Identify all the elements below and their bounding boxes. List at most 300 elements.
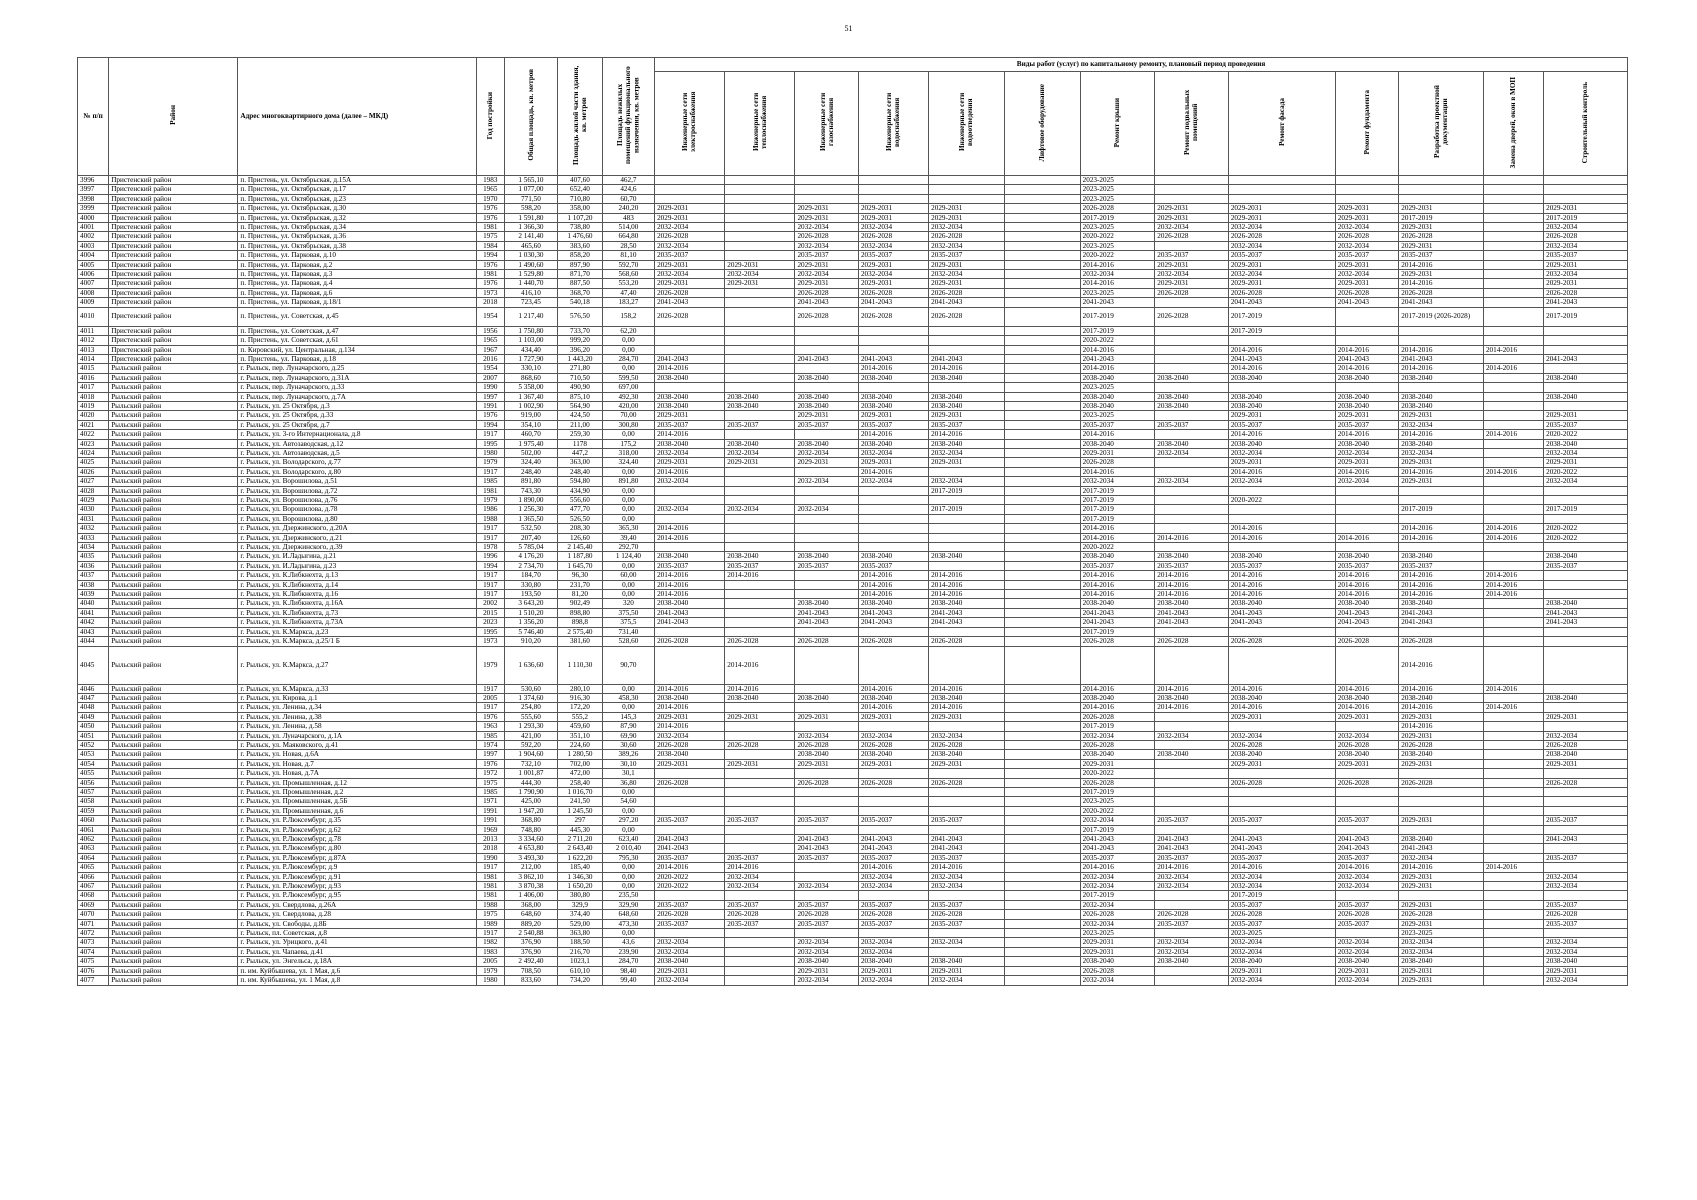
cell-nonres-area: 2 010,40 xyxy=(602,844,654,853)
cell-work-3: 2035-2037 xyxy=(858,919,928,928)
cell-work-8: 2032-2034 xyxy=(1228,241,1335,250)
cell-work-7 xyxy=(1155,298,1229,307)
cell-nonres-area: 424,6 xyxy=(602,185,654,194)
cell-work-5 xyxy=(1004,561,1080,570)
cell-district: Рыльский район xyxy=(109,778,238,787)
cell-address: п. Пристень, ул. Советская, д.47 xyxy=(238,326,476,335)
cell-district: Рыльский район xyxy=(109,505,238,514)
cell-work-9: 2038-2040 xyxy=(1335,552,1399,561)
cell-num: 4062 xyxy=(78,835,109,844)
cell-work-4 xyxy=(929,185,1005,194)
cell-work-0: 2032-2034 xyxy=(655,947,725,956)
cell-work-9: 2032-2034 xyxy=(1335,872,1399,881)
cell-work-6: 2029-2031 xyxy=(1080,938,1155,947)
cell-work-1 xyxy=(725,608,795,617)
cell-work-11: 2014-2016 xyxy=(1483,467,1543,476)
cell-work-0: 2014-2016 xyxy=(655,580,725,589)
cell-nonres-area: 0,00 xyxy=(602,561,654,570)
cell-work-7: 2035-2037 xyxy=(1155,420,1229,429)
cell-work-12 xyxy=(1544,336,1628,345)
cell-work-1 xyxy=(725,891,795,900)
cell-work-0 xyxy=(655,345,725,354)
cell-district: Рыльский район xyxy=(109,571,238,580)
cell-district: Рыльский район xyxy=(109,938,238,947)
cell-work-9: 2038-2040 xyxy=(1335,693,1399,702)
cell-num: 4043 xyxy=(78,627,109,636)
cell-year: 1972 xyxy=(476,769,504,778)
cell-work-0: 2014-2016 xyxy=(655,430,725,439)
cell-year: 1917 xyxy=(476,580,504,589)
cell-year: 1989 xyxy=(476,919,504,928)
cell-work-3: 2026-2028 xyxy=(858,910,928,919)
cell-work-10: 2038-2040 xyxy=(1399,552,1484,561)
cell-work-11 xyxy=(1483,204,1543,213)
cell-year: 1976 xyxy=(476,204,504,213)
cell-living-area: 1 645,70 xyxy=(558,561,603,570)
cell-nonres-area: 420,00 xyxy=(602,401,654,410)
cell-work-5 xyxy=(1004,769,1080,778)
cell-num: 4016 xyxy=(78,373,109,382)
cell-work-9: 2029-2031 xyxy=(1335,204,1399,213)
cell-living-area: 2 643,40 xyxy=(558,844,603,853)
cell-work-8: 2014-2016 xyxy=(1228,703,1335,712)
cell-total-area: 1 565,10 xyxy=(504,176,557,185)
cell-num: 4009 xyxy=(78,298,109,307)
cell-nonres-area: 458,30 xyxy=(602,693,654,702)
cell-work-11: 2014-2016 xyxy=(1483,524,1543,533)
cell-work-2: 2029-2031 xyxy=(795,411,859,420)
cell-address: п. Пристень, ул. Октябрьская, д.30 xyxy=(238,204,476,213)
cell-work-2: 2026-2028 xyxy=(795,232,859,241)
cell-work-2 xyxy=(795,580,859,589)
cell-living-area: 710,80 xyxy=(558,194,603,203)
cell-work-8: 2032-2034 xyxy=(1228,872,1335,881)
cell-work-10: 2029-2031 xyxy=(1399,759,1484,768)
cell-work-0: 2020-2022 xyxy=(655,872,725,881)
cell-work-11 xyxy=(1483,825,1543,834)
cell-work-6: 2026-2028 xyxy=(1080,966,1155,975)
cell-work-8: 2014-2016 xyxy=(1228,467,1335,476)
cell-work-0 xyxy=(655,797,725,806)
cell-work-1: 2029-2031 xyxy=(725,260,795,269)
table-row xyxy=(78,957,1628,966)
cell-address: г. Рыльск, ул. Дзержинского, д.21 xyxy=(238,533,476,542)
cell-district: Рыльский район xyxy=(109,524,238,533)
cell-work-2: 2029-2031 xyxy=(795,759,859,768)
cell-work-10: 2029-2031 xyxy=(1399,411,1484,420)
cell-work-2 xyxy=(795,929,859,938)
cell-num: 3997 xyxy=(78,185,109,194)
cell-work-11 xyxy=(1483,853,1543,862)
cell-district: Рыльский район xyxy=(109,590,238,599)
cell-work-12: 2029-2031 xyxy=(1544,712,1628,721)
cell-work-3: 2041-2043 xyxy=(858,608,928,617)
cell-work-12 xyxy=(1544,929,1628,938)
cell-work-7 xyxy=(1155,712,1229,721)
cell-work-11 xyxy=(1483,976,1543,985)
cell-work-7: 2026-2028 xyxy=(1155,232,1229,241)
cell-work-6: 2026-2028 xyxy=(1080,712,1155,721)
cell-work-4: 2035-2037 xyxy=(929,816,1005,825)
cell-work-12: 2038-2040 xyxy=(1544,599,1628,608)
cell-work-1 xyxy=(725,232,795,241)
cell-num: 4075 xyxy=(78,957,109,966)
cell-work-3: 2038-2040 xyxy=(858,439,928,448)
table-row xyxy=(78,354,1628,363)
cell-work-4: 2014-2016 xyxy=(929,364,1005,373)
cell-work-6 xyxy=(1080,646,1155,684)
cell-num: 4028 xyxy=(78,486,109,495)
cell-work-1 xyxy=(725,486,795,495)
cell-work-12: 2026-2028 xyxy=(1544,232,1628,241)
cell-district: Пристенский район xyxy=(109,176,238,185)
cell-total-area: 3 493,30 xyxy=(504,853,557,862)
cell-work-5 xyxy=(1004,213,1080,222)
cell-district: Рыльский район xyxy=(109,599,238,608)
cell-living-area: 297 xyxy=(558,816,603,825)
cell-num: 4025 xyxy=(78,458,109,467)
cell-work-10: 2029-2031 xyxy=(1399,241,1484,250)
cell-num: 4006 xyxy=(78,270,109,279)
cell-work-0: 2014-2016 xyxy=(655,524,725,533)
cell-district: Рыльский район xyxy=(109,533,238,542)
cell-work-3: 2026-2028 xyxy=(858,740,928,749)
cell-work-9: 2032-2034 xyxy=(1335,223,1399,232)
header-work-9: Ремонт фундамента xyxy=(1335,72,1399,176)
cell-total-area: 2 540,88 xyxy=(504,929,557,938)
cell-work-5 xyxy=(1004,816,1080,825)
cell-work-3: 2035-2037 xyxy=(858,853,928,862)
cell-work-6: 2023-2025 xyxy=(1080,411,1155,420)
cell-work-0 xyxy=(655,185,725,194)
cell-work-7: 2029-2031 xyxy=(1155,213,1229,222)
cell-work-3: 2035-2037 xyxy=(858,561,928,570)
cell-work-8 xyxy=(1228,514,1335,523)
cell-work-6: 2023-2025 xyxy=(1080,929,1155,938)
cell-work-4: 2029-2031 xyxy=(929,204,1005,213)
cell-district: Рыльский район xyxy=(109,373,238,382)
cell-address: п. Пристень, ул. Парковая, д.3 xyxy=(238,270,476,279)
cell-work-10: 2032-2034 xyxy=(1399,947,1484,956)
header-work-10: Разработка проектной документации xyxy=(1399,72,1484,176)
cell-district: Рыльский район xyxy=(109,825,238,834)
cell-work-8: 2014-2016 xyxy=(1228,580,1335,589)
cell-num: 4042 xyxy=(78,618,109,627)
cell-work-0 xyxy=(655,806,725,815)
cell-work-4: 2029-2031 xyxy=(929,260,1005,269)
cell-work-5 xyxy=(1004,731,1080,740)
cell-work-10 xyxy=(1399,336,1484,345)
cell-work-10: 2029-2031 xyxy=(1399,882,1484,891)
cell-work-12: 2032-2034 xyxy=(1544,448,1628,457)
cell-work-12: 2035-2037 xyxy=(1544,900,1628,909)
cell-work-3: 2041-2043 xyxy=(858,618,928,627)
cell-work-11 xyxy=(1483,891,1543,900)
cell-year: 2002 xyxy=(476,599,504,608)
cell-district: Рыльский район xyxy=(109,929,238,938)
cell-work-7 xyxy=(1155,505,1229,514)
header-work-7: Ремонт подвальных помещений xyxy=(1155,72,1229,176)
cell-work-9: 2038-2040 xyxy=(1335,439,1399,448)
cell-work-0: 2041-2043 xyxy=(655,835,725,844)
cell-work-12: 2029-2031 xyxy=(1544,966,1628,975)
cell-work-3: 2026-2028 xyxy=(858,232,928,241)
cell-work-11 xyxy=(1483,608,1543,617)
cell-work-1 xyxy=(725,825,795,834)
table-row xyxy=(78,966,1628,975)
cell-year: 2015 xyxy=(476,608,504,617)
cell-work-1 xyxy=(725,223,795,232)
cell-work-8 xyxy=(1228,185,1335,194)
cell-work-0: 2041-2043 xyxy=(655,608,725,617)
cell-year: 1983 xyxy=(476,947,504,956)
cell-living-area: 898,80 xyxy=(558,608,603,617)
cell-work-0: 2035-2037 xyxy=(655,816,725,825)
cell-work-0 xyxy=(655,514,725,523)
cell-address: г. Рыльск, ул. Луначарского, д.1А xyxy=(238,731,476,740)
cell-work-6: 2023-2025 xyxy=(1080,194,1155,203)
cell-work-12: 2035-2037 xyxy=(1544,251,1628,260)
table-row xyxy=(78,731,1628,740)
cell-address: г. Рыльск, ул. Дзержинского, д.20А xyxy=(238,524,476,533)
cell-work-4: 2032-2034 xyxy=(929,976,1005,985)
cell-work-8: 2041-2043 xyxy=(1228,835,1335,844)
cell-work-8: 2035-2037 xyxy=(1228,853,1335,862)
cell-work-12 xyxy=(1544,514,1628,523)
cell-total-area: 193,50 xyxy=(504,590,557,599)
cell-work-3: 2038-2040 xyxy=(858,401,928,410)
cell-year: 1990 xyxy=(476,853,504,862)
cell-year: 2013 xyxy=(476,835,504,844)
cell-nonres-area: 0,00 xyxy=(602,430,654,439)
cell-living-area: 858,20 xyxy=(558,251,603,260)
cell-work-12: 2032-2034 xyxy=(1544,938,1628,947)
cell-living-area: 897,90 xyxy=(558,260,603,269)
cell-address: г. Рыльск, пер. Луначарского, д.31А xyxy=(238,373,476,382)
cell-work-9: 2014-2016 xyxy=(1335,345,1399,354)
table-row xyxy=(78,430,1628,439)
table-row xyxy=(78,543,1628,552)
cell-year: 1917 xyxy=(476,863,504,872)
cell-work-1 xyxy=(725,929,795,938)
cell-work-0: 2041-2043 xyxy=(655,354,725,363)
cell-num: 3999 xyxy=(78,204,109,213)
cell-work-3: 2032-2034 xyxy=(858,477,928,486)
cell-work-3: 2026-2028 xyxy=(858,637,928,646)
cell-work-6: 2014-2016 xyxy=(1080,467,1155,476)
cell-work-11 xyxy=(1483,176,1543,185)
cell-work-0: 2038-2040 xyxy=(655,599,725,608)
cell-total-area: 723,45 xyxy=(504,298,557,307)
cell-work-4: 2029-2031 xyxy=(929,213,1005,222)
cell-living-area: 216,70 xyxy=(558,947,603,956)
cell-work-6: 2023-2025 xyxy=(1080,383,1155,392)
cell-work-2: 2032-2034 xyxy=(795,241,859,250)
cell-district: Рыльский район xyxy=(109,420,238,429)
cell-work-5 xyxy=(1004,853,1080,862)
cell-year: 1994 xyxy=(476,251,504,260)
cell-work-3: 2041-2043 xyxy=(858,298,928,307)
cell-district: Рыльский район xyxy=(109,693,238,702)
cell-total-area: 891,80 xyxy=(504,477,557,486)
cell-work-1 xyxy=(725,835,795,844)
cell-work-4: 2041-2043 xyxy=(929,354,1005,363)
cell-nonres-area: 553,20 xyxy=(602,279,654,288)
cell-nonres-area: 492,30 xyxy=(602,392,654,401)
cell-total-area: 1 440,70 xyxy=(504,279,557,288)
cell-nonres-area: 239,90 xyxy=(602,947,654,956)
cell-address: г. Рыльск, ул. 25 Октября, д.33 xyxy=(238,411,476,420)
cell-address: г. Рыльск, ул. Промышленная, д.5Б xyxy=(238,797,476,806)
cell-work-0: 2032-2034 xyxy=(655,270,725,279)
cell-nonres-area: 0,00 xyxy=(602,364,654,373)
cell-work-10: 2014-2016 xyxy=(1399,364,1484,373)
cell-living-area: 445,30 xyxy=(558,825,603,834)
cell-work-7: 2038-2040 xyxy=(1155,957,1229,966)
cell-work-5 xyxy=(1004,288,1080,297)
cell-work-4: 2035-2037 xyxy=(929,251,1005,260)
cell-work-5 xyxy=(1004,533,1080,542)
table-row xyxy=(78,571,1628,580)
cell-work-2: 2026-2028 xyxy=(795,740,859,749)
cell-work-11 xyxy=(1483,769,1543,778)
cell-work-7: 2038-2040 xyxy=(1155,552,1229,561)
cell-year: 1994 xyxy=(476,420,504,429)
cell-work-9: 2032-2034 xyxy=(1335,448,1399,457)
cell-living-area: 871,70 xyxy=(558,270,603,279)
cell-num: 4002 xyxy=(78,232,109,241)
cell-work-11 xyxy=(1483,712,1543,721)
cell-work-0: 2032-2034 xyxy=(655,505,725,514)
cell-nonres-area: 568,60 xyxy=(602,270,654,279)
cell-work-5 xyxy=(1004,505,1080,514)
cell-work-1 xyxy=(725,213,795,222)
cell-work-0: 2032-2034 xyxy=(655,448,725,457)
cell-work-1 xyxy=(725,373,795,382)
cell-work-7: 2029-2031 xyxy=(1155,279,1229,288)
cell-year: 1994 xyxy=(476,561,504,570)
cell-work-6: 2038-2040 xyxy=(1080,957,1155,966)
cell-nonres-area: 175,2 xyxy=(602,439,654,448)
cell-total-area: 376,90 xyxy=(504,947,557,956)
cell-work-2: 2035-2037 xyxy=(795,420,859,429)
cell-work-10: 2014-2016 xyxy=(1399,571,1484,580)
cell-work-8: 2041-2043 xyxy=(1228,608,1335,617)
cell-district: Рыльский район xyxy=(109,759,238,768)
cell-work-2: 2041-2043 xyxy=(795,835,859,844)
cell-num: 4047 xyxy=(78,693,109,702)
cell-district: Рыльский район xyxy=(109,364,238,373)
cell-work-11 xyxy=(1483,373,1543,382)
header-work-2: Инженерные сети газоснабжения xyxy=(795,72,859,176)
cell-living-area: 898,8 xyxy=(558,618,603,627)
cell-work-8: 2014-2016 xyxy=(1228,430,1335,439)
cell-work-6: 2023-2025 xyxy=(1080,797,1155,806)
cell-num: 4011 xyxy=(78,326,109,335)
cell-total-area: 598,20 xyxy=(504,204,557,213)
cell-year: 1917 xyxy=(476,467,504,476)
cell-work-12 xyxy=(1544,806,1628,815)
cell-work-6: 2014-2016 xyxy=(1080,533,1155,542)
cell-num: 4010 xyxy=(78,307,109,326)
cell-work-3: 2029-2031 xyxy=(858,458,928,467)
cell-work-2: 2032-2034 xyxy=(795,882,859,891)
cell-work-6: 2017-2019 xyxy=(1080,787,1155,796)
cell-total-area: 648,60 xyxy=(504,910,557,919)
cell-work-8: 2014-2016 xyxy=(1228,684,1335,693)
cell-address: г. Рыльск, ул. Свердлова, д.26А xyxy=(238,900,476,909)
cell-work-11 xyxy=(1483,787,1543,796)
cell-nonres-area: 235,50 xyxy=(602,891,654,900)
cell-work-8: 2041-2043 xyxy=(1228,298,1335,307)
cell-work-10: 2029-2031 xyxy=(1399,223,1484,232)
cell-living-area: 1 280,50 xyxy=(558,750,603,759)
cell-work-1 xyxy=(725,533,795,542)
cell-work-5 xyxy=(1004,957,1080,966)
cell-work-7: 2026-2028 xyxy=(1155,910,1229,919)
cell-year: 1954 xyxy=(476,364,504,373)
cell-work-7: 2026-2028 xyxy=(1155,288,1229,297)
cell-work-1 xyxy=(725,599,795,608)
cell-work-8: 2029-2031 xyxy=(1228,759,1335,768)
cell-work-12 xyxy=(1544,722,1628,731)
cell-total-area: 1 750,80 xyxy=(504,326,557,335)
cell-work-7 xyxy=(1155,241,1229,250)
cell-work-8: 2014-2016 xyxy=(1228,863,1335,872)
cell-work-3: 2014-2016 xyxy=(858,430,928,439)
cell-work-4: 2035-2037 xyxy=(929,420,1005,429)
cell-nonres-area: 0,00 xyxy=(602,825,654,834)
cell-work-10: 2038-2040 xyxy=(1399,750,1484,759)
cell-living-area: 738,80 xyxy=(558,223,603,232)
cell-work-4 xyxy=(929,496,1005,505)
cell-district: Рыльский район xyxy=(109,882,238,891)
cell-nonres-area: 473,30 xyxy=(602,919,654,928)
cell-living-area: 459,60 xyxy=(558,722,603,731)
cell-work-12: 2026-2028 xyxy=(1544,288,1628,297)
cell-nonres-area: 145,3 xyxy=(602,712,654,721)
cell-num: 4012 xyxy=(78,336,109,345)
cell-year: 1976 xyxy=(476,411,504,420)
cell-work-7 xyxy=(1155,778,1229,787)
cell-work-1: 2014-2016 xyxy=(725,863,795,872)
cell-work-0: 2038-2040 xyxy=(655,401,725,410)
cell-total-area: 324,40 xyxy=(504,458,557,467)
cell-num: 4026 xyxy=(78,467,109,476)
cell-nonres-area: 99,40 xyxy=(602,976,654,985)
table-row xyxy=(78,486,1628,495)
cell-address: п. Пристень, ул. Парковая, д.2 xyxy=(238,260,476,269)
cell-work-5 xyxy=(1004,580,1080,589)
cell-work-2: 2029-2031 xyxy=(795,966,859,975)
cell-living-area: 1 346,30 xyxy=(558,872,603,881)
cell-work-9: 2026-2028 xyxy=(1335,232,1399,241)
cell-work-8: 2026-2028 xyxy=(1228,778,1335,787)
cell-total-area: 1 591,80 xyxy=(504,213,557,222)
cell-district: Рыльский район xyxy=(109,750,238,759)
cell-work-3 xyxy=(858,929,928,938)
cell-work-5 xyxy=(1004,599,1080,608)
cell-work-4: 2014-2016 xyxy=(929,590,1005,599)
cell-work-7 xyxy=(1155,176,1229,185)
table-row xyxy=(78,740,1628,749)
cell-work-5 xyxy=(1004,627,1080,636)
cell-work-7 xyxy=(1155,627,1229,636)
cell-work-12: 2035-2037 xyxy=(1544,816,1628,825)
cell-work-7 xyxy=(1155,646,1229,684)
cell-district: Рыльский район xyxy=(109,891,238,900)
cell-nonres-area: 70,00 xyxy=(602,411,654,420)
